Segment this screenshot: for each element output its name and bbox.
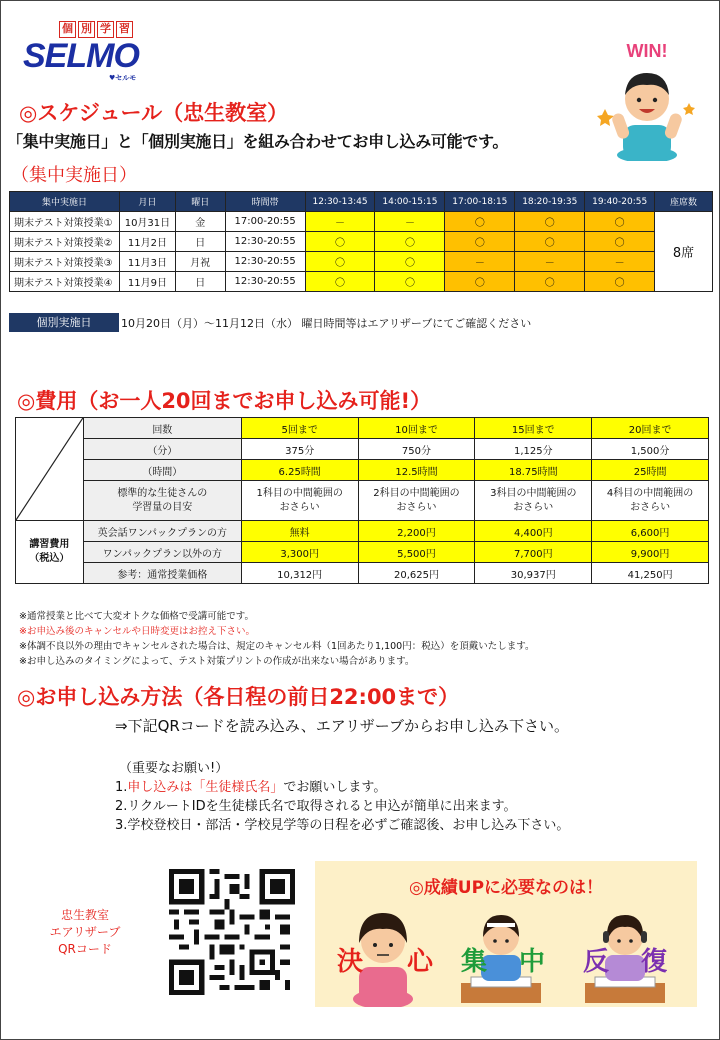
note-line: ※お申込み後のキャンセルや日時変更はお控え下さい。	[19, 626, 255, 637]
column-header: 18:20-19:35	[515, 192, 585, 212]
schedule-intro: 「集中実施日」と「個別実施日」を組み合わせてお申し込み可能です。	[7, 132, 509, 151]
slot-cell: 〇	[515, 212, 585, 232]
qr-label: 忠生教室 エアリザーブ QRコード	[49, 908, 121, 956]
slot-cell: 〇	[515, 232, 585, 252]
slot-cell: 〇	[515, 272, 585, 292]
slot-cell: －	[445, 252, 515, 272]
note-line: ※通常授業と比べて大変オトクな価格で受講可能です。	[19, 611, 255, 622]
session-date: 11月2日	[119, 232, 175, 252]
table-row	[10, 252, 713, 272]
seat-count: 8席	[655, 212, 713, 292]
row-label: （分）	[83, 439, 241, 460]
fee-cell: 1科目の中間範囲の おさらい	[241, 481, 358, 521]
request-highlight: 申し込みは「生徒様氏名」	[127, 780, 284, 795]
request-text: でお願いします。	[283, 780, 387, 795]
fee-cell: 375分	[241, 439, 358, 460]
request-item: 2.リクルートIDを生徒様氏名で取得されると申込が簡単に出来ます。	[115, 799, 517, 814]
fee-notes	[19, 609, 534, 669]
table-row	[16, 418, 709, 439]
session-day: 金	[175, 212, 225, 232]
slot-cell: 〇	[375, 252, 445, 272]
row-label: 回数	[83, 418, 241, 439]
kanji-char: 反	[583, 947, 610, 977]
success-box	[315, 861, 697, 1007]
individual-days-label: 個別実施日	[9, 313, 119, 332]
fee-cell: 無料	[241, 521, 358, 542]
column-header: 月日	[119, 192, 175, 212]
column-header: 12:30-13:45	[305, 192, 375, 212]
fee-cell: 30,937円	[475, 563, 592, 584]
fees-heading: ◎費用（お一人20回までお申し込み可能!）	[17, 389, 432, 413]
logo-char: 個	[59, 21, 76, 38]
logo-subtext: ♥セルモ	[109, 74, 137, 82]
slot-cell: 〇	[445, 272, 515, 292]
request-number: 1.	[115, 780, 128, 795]
important-requests	[115, 759, 569, 835]
slot-cell: －	[585, 252, 655, 272]
fee-cell: 15回まで	[475, 418, 592, 439]
fee-cell: 6.25時間	[241, 460, 358, 481]
slot-cell: 〇	[375, 232, 445, 252]
table-row	[16, 460, 709, 481]
slot-cell: 〇	[305, 252, 375, 272]
fee-cell: 5回まで	[241, 418, 358, 439]
table-row	[16, 521, 709, 542]
fee-side-label: 講習費用 （税込）	[16, 521, 84, 584]
kanji-char: 中	[519, 947, 546, 977]
column-header: 座席数	[655, 192, 713, 212]
column-header: 集中実施日	[10, 192, 120, 212]
individual-days-row	[9, 313, 531, 332]
fee-cell: 41,250円	[592, 563, 709, 584]
table-row	[16, 439, 709, 460]
fee-cell: 10,312円	[241, 563, 358, 584]
row-label: 英会話ワンパックプランの方	[83, 521, 241, 542]
session-name: 期末テスト対策授業②	[10, 232, 120, 252]
request-title: （重要なお願い!）	[119, 761, 229, 776]
slot-cell: 〇	[445, 212, 515, 232]
win-text: WIN!	[626, 41, 668, 61]
logo-kanji-row	[59, 21, 163, 38]
fee-cell: 5,500円	[358, 542, 475, 563]
schedule-table	[9, 191, 713, 292]
fee-table	[15, 417, 709, 584]
kanji-char: 復	[641, 947, 668, 977]
schedule-heading: ◎スケジュール（忠生教室）	[19, 101, 289, 125]
qr-code-icon[interactable]	[169, 869, 295, 995]
note-line: ※体調不良以外の理由でキャンセルされた場合は、規定のキャンセル料（1回あたり1,100円：税込）を頂戴いたします。	[19, 641, 535, 652]
request-item	[115, 778, 569, 797]
kanji-char: 集	[461, 947, 488, 977]
table-row	[10, 212, 713, 232]
fee-cell: 1,125分	[475, 439, 592, 460]
row-label: ワンパックプラン以外の方	[83, 542, 241, 563]
success-title: ◎成績UPに必要なのは！	[408, 878, 604, 898]
apply-instruction: ⇒下記QRコードを読み込み、エアリザーブからお申し込み下さい。	[115, 717, 570, 735]
diagonal-cell	[16, 418, 84, 521]
fee-cell: 10回まで	[358, 418, 475, 439]
session-day: 日	[175, 232, 225, 252]
session-day: 日	[175, 272, 225, 292]
logo-wordmark: SELMO	[23, 37, 139, 75]
column-header: 時間帯	[225, 192, 305, 212]
fee-cell: 7,700円	[475, 542, 592, 563]
session-time: 12:30-20:55	[225, 232, 305, 252]
selmo-logo	[23, 21, 163, 81]
slot-cell: 〇	[305, 272, 375, 292]
slot-cell: 〇	[375, 272, 445, 292]
slot-cell: 〇	[585, 212, 655, 232]
slot-cell: 〇	[585, 272, 655, 292]
fee-cell: 20回まで	[592, 418, 709, 439]
session-time: 12:30-20:55	[225, 272, 305, 292]
diagonal-line	[16, 418, 83, 520]
table-row	[16, 563, 709, 584]
column-header: 17:00-18:15	[445, 192, 515, 212]
intensive-days-subheading: （集中実施日）	[11, 165, 137, 186]
logo-char: 習	[116, 21, 133, 38]
session-date: 10月31日	[119, 212, 175, 232]
fee-cell: 2,200円	[358, 521, 475, 542]
slot-cell: －	[305, 212, 375, 232]
session-time: 12:30-20:55	[225, 252, 305, 272]
students-illustration	[315, 901, 697, 1007]
column-header: 19:40-20:55	[585, 192, 655, 212]
row-label: （時間）	[83, 460, 241, 481]
fee-cell: 3科目の中間範囲の おさらい	[475, 481, 592, 521]
table-row	[10, 232, 713, 252]
fee-cell: 3,300円	[241, 542, 358, 563]
session-name: 期末テスト対策授業①	[10, 212, 120, 232]
fee-cell: 12.5時間	[358, 460, 475, 481]
session-name: 期末テスト対策授業④	[10, 272, 120, 292]
win-boy-illustration	[597, 37, 697, 161]
kanji-char: 決	[337, 947, 364, 977]
fee-cell: 25時間	[592, 460, 709, 481]
fee-cell: 4科目の中間範囲の おさらい	[592, 481, 709, 521]
session-time: 17:00-20:55	[225, 212, 305, 232]
slot-cell: 〇	[585, 232, 655, 252]
table-row	[16, 542, 709, 563]
column-header: 14:00-15:15	[375, 192, 445, 212]
slot-cell: －	[375, 212, 445, 232]
session-date: 11月9日	[119, 272, 175, 292]
fee-cell: 9,900円	[592, 542, 709, 563]
table-row	[10, 272, 713, 292]
slot-cell: －	[515, 252, 585, 272]
fee-cell: 1,500分	[592, 439, 709, 460]
fee-cell: 18.75時間	[475, 460, 592, 481]
slot-cell: 〇	[445, 232, 515, 252]
logo-char: 別	[78, 21, 95, 38]
fee-cell: 6,600円	[592, 521, 709, 542]
slot-cell: 〇	[305, 232, 375, 252]
session-day: 月祝	[175, 252, 225, 272]
request-item: 3.学校登校日・部活・学校見学等の日程を必ずご確認後、お申し込み下さい。	[115, 818, 570, 833]
kanji-char: 心	[407, 947, 434, 977]
row-label: 参考：通常授業価格	[83, 563, 241, 584]
note-line: ※お申し込みのタイミングによって、テスト対策プリントの作成が出来ない場合があります。	[19, 656, 415, 667]
session-name: 期末テスト対策授業③	[10, 252, 120, 272]
column-header: 曜日	[175, 192, 225, 212]
logo-char: 学	[97, 21, 114, 38]
individual-days-text: 10月20日（月）～11月12日（水） 曜日時間等はエアリザーブにてご確認ください	[121, 316, 532, 330]
row-label: 標準的な生徒さんの 学習量の目安	[83, 481, 241, 521]
apply-heading: ◎お申し込み方法（各日程の前日22:00まで）	[17, 685, 460, 709]
session-date: 11月3日	[119, 252, 175, 272]
fee-cell: 20,625円	[358, 563, 475, 584]
fee-cell: 750分	[358, 439, 475, 460]
fee-cell: 2科目の中間範囲の おさらい	[358, 481, 475, 521]
schedule-header-row	[10, 192, 713, 212]
fee-cell: 4,400円	[475, 521, 592, 542]
table-row	[16, 481, 709, 521]
